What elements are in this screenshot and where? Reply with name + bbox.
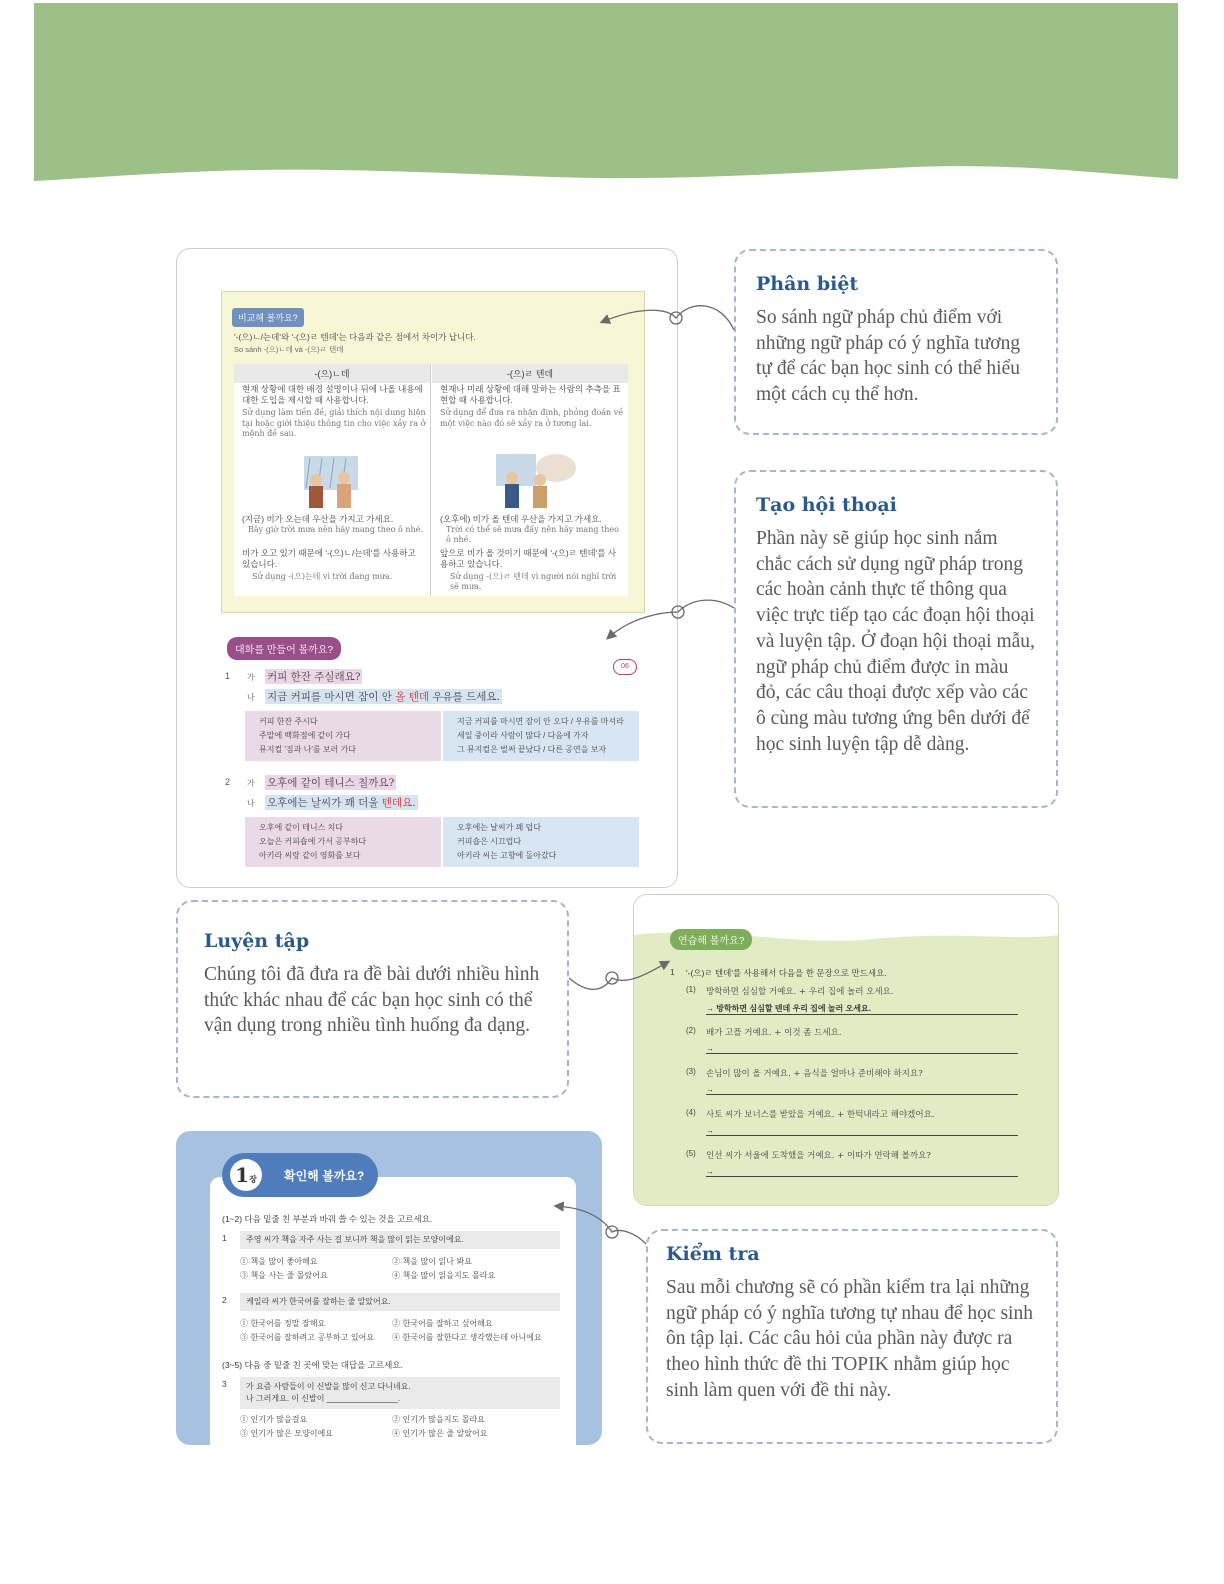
option[interactable]: ① 책을 많이 좋아해요: [240, 1257, 318, 1266]
review-q3: [240, 1377, 560, 1409]
compare-intro-vi: So sánh -(으)ㄴ데 và -(으)ㄹ 텐데: [234, 345, 344, 354]
dialogue-1-line-a: 커피 한잔 주실래요?: [267, 671, 361, 683]
dialogue-1-a-label: 가: [247, 673, 255, 682]
callout-luyen-tap-body: Chúng tôi đã đưa ra đề bài dưới nhiều hình thức khác nhau để các bạn học sinh có thể vận dụng trong nhiều tình huống đa dạng.: [204, 964, 540, 1037]
audio-track-number: 06: [621, 663, 629, 670]
option[interactable]: ② 책을 많이 읽나 봐요: [392, 1257, 472, 1266]
right-example: (오후에) 비가 올 텐데 우산을 가지고 가세요.: [440, 514, 602, 524]
dialogue-1-blue-box: 지금 커피를 마시면 잠이 안 오다 / 우유를 마셔라 세일 중이라 사람이 많다 / 다음에 가자 그 뮤지컬은 벌써 끝났다 / 다른 공연을 보자: [443, 711, 639, 761]
practice-instruction: '-(으)ㄹ 텐데'를 사용해서 다음을 한 문장으로 만드세요.: [686, 968, 887, 978]
dialogue-2-pink-box: 오후에 같이 테니스 치다 오늘은 커피숍에 가서 공부하다 아키라 씨랑 같이 영화를 보다: [245, 817, 441, 867]
left-note: 비가 오고 있기 때문에 '-(으)ㄴ/는데'를 사용하고 있습니다.: [242, 548, 416, 569]
callout-luyen-tap-title: Luyện tập: [204, 930, 310, 952]
practice-items: [686, 985, 1020, 1190]
review-q3-line-b: 나 그러게요. 이 신발이 ________________.: [246, 1394, 401, 1403]
review-q3-options: [240, 1413, 560, 1441]
dialogue-2-b-label: 나: [247, 799, 255, 808]
callout-tao-hoi-thoai-title: Tạo hội thoại: [756, 494, 897, 516]
callout-phan-biet: [734, 249, 1058, 435]
practice-item: (2) 배가 고플 거예요. + 이것 좀 드세요. →: [686, 1026, 1020, 1067]
callout-phan-biet-body: So sánh ngữ pháp chủ điểm với những ngữ pháp có ý nghĩa tương tự để các bạn học sinh có thể hiểu một cách cụ thể hơn.: [756, 307, 1021, 406]
compare-intro: '-(으)ㄴ/는데'와 '-(으)ㄹ 텐데'는 다음과 같은 점에서 차이가 납니다.: [234, 332, 476, 342]
review-q3-line-a: 가 요즘 사람들이 이 신발을 많이 신고 다니네요.: [246, 1382, 411, 1391]
dialogue-tag: 대화를 만들어 볼까요?: [227, 637, 341, 660]
callout-tao-hoi-thoai-body: Phần này sẽ giúp học sinh nắm chắc cách sử dụng ngữ pháp trong các hoàn cảnh thực tế thông qua việc trực tiếp tạo các đoạn hội thoại và luyện tập. Ở đoạn hội thoại mẫu, ngữ pháp chủ điểm được in màu đỏ, các câu thoại được xếp vào các ô cùng màu tương ứng bên dưới để học sinh luyện tập dễ dàng.: [756, 528, 1035, 755]
review-thumbnail: [176, 1131, 602, 1445]
practice-answer-line[interactable]: →: [706, 1126, 1018, 1136]
audio-track-icon[interactable]: [613, 659, 637, 675]
right-example-vi: Trời có thể sẽ mưa đấy nên hãy mang theo ô nhé.: [446, 525, 619, 544]
practice-tag: 연습해 볼까요?: [670, 929, 752, 950]
practice-answer-line[interactable]: → 방학하면 심심할 텐데 우리 집에 놀러 오세요.: [706, 1003, 1018, 1015]
practice-answer-line[interactable]: →: [706, 1044, 1018, 1054]
review-q2: 케일라 씨가 한국어를 잘하는 줄 알았어요.: [240, 1293, 560, 1311]
dialogue-2-number: 2: [225, 777, 231, 787]
option[interactable]: ④ 인기가 많은 줄 알았어요: [392, 1429, 488, 1438]
right-desc-vi: Sử dụng để đưa ra nhận định, phỏng đoán về một việc nào đó sẽ xảy ra ở tương lai.: [440, 408, 624, 428]
dialogue-2-blue-box: 오후에는 날씨가 꽤 덥다 커피숍은 시끄럽다 아키라 씨는 고향에 돌아갔다: [443, 817, 639, 867]
option[interactable]: ④ 책을 많이 읽을지도 몰라요: [392, 1271, 496, 1280]
rain-illustration-left: [296, 454, 366, 512]
review-q2-options: [240, 1317, 570, 1345]
review-q2-number: 2: [222, 1295, 227, 1305]
option[interactable]: ② 한국어를 잘하고 싶어해요: [392, 1319, 493, 1328]
review-q1-number: 1: [222, 1233, 227, 1243]
review-section-2: (3~5) 다음 중 밑줄 친 곳에 맞는 대답을 고르세요.: [222, 1360, 403, 1370]
dialogue-1-pink-box: 커피 한잔 주시다 주말에 백화점에 같이 가다 뮤지컬 '짐과 나'를 보러 가다: [245, 711, 441, 761]
option[interactable]: ③ 책을 사는 줄 몰랐어요: [240, 1271, 328, 1280]
callout-kiem-tra: [646, 1229, 1058, 1444]
review-header: [222, 1153, 378, 1197]
review-section-1: (1~2) 다음 밑줄 친 부분과 바꿔 쓸 수 있는 것을 고르세요.: [222, 1214, 433, 1224]
dialogue-1-line-b: 지금 커피를 마시면 잠이 안 올 텐데 우유를 드세요.: [267, 691, 500, 703]
callout-luyen-tap: [176, 900, 569, 1098]
left-desc-vi: Sử dụng làm tiền đề, giải thích nội dung hiện tại hoặc giới thiệu thông tin cho việc xảy ra ở mệnh đề sau.: [242, 408, 426, 438]
dialogue-1-b-label: 나: [247, 693, 255, 702]
dialogue-2-line-b: 오후에는 날씨가 꽤 더울 텐데요.: [267, 797, 416, 809]
rain-illustration-right: [490, 450, 580, 512]
option[interactable]: ③ 한국어를 잘하려고 공부하고 있어요: [240, 1333, 375, 1342]
compare-table: [234, 364, 628, 596]
review-q1: 주영 씨가 책을 자주 사는 걸 보니까 책을 많이 읽는 모양이에요.: [240, 1231, 560, 1249]
right-note-vi: Sử dụng -(으)ㄹ 텐데 vì người nói nghĩ trời sẽ mưa.: [450, 572, 617, 591]
right-col-head: -(으)ㄹ 텐데: [432, 364, 628, 383]
right-note: 앞으로 비가 올 것이기 때문에 '-(으)ㄹ 텐데'를 사용하고 있습니다.: [440, 548, 617, 569]
compare-tag: 비교해 볼까요?: [232, 308, 304, 327]
callout-phan-biet-title: Phân biệt: [756, 273, 859, 295]
dialogue-1-number: 1: [225, 671, 231, 681]
practice-answer-line[interactable]: →: [706, 1167, 1018, 1177]
left-col-head: -(으)ㄴ데: [234, 364, 430, 383]
callout-kiem-tra-title: Kiểm tra: [666, 1243, 760, 1265]
review-q1-options: [240, 1255, 560, 1283]
review-tag: 확인해 볼까요?: [284, 1169, 365, 1183]
compare-section: [221, 291, 645, 613]
right-desc: 현재나 미래 상황에 대해 말하는 사람의 추측을 표현할 때 사용합니다.: [440, 384, 621, 405]
practice-thumbnail: [633, 894, 1059, 1206]
practice-item: (1) 방학하면 심심할 거예요. + 우리 집에 놀러 오세요. → 방학하면 심심할 텐데 우리 집에 놀러 오세요.: [686, 985, 1020, 1026]
option[interactable]: ① 한국어를 정말 잘해요: [240, 1319, 326, 1328]
practice-answer-line[interactable]: →: [706, 1085, 1018, 1095]
compare-dialogue-thumbnail: [176, 248, 678, 888]
review-q3-number: 3: [222, 1379, 227, 1389]
left-example-vi: Bây giờ trời mưa nên hãy mang theo ô nhé.: [248, 525, 423, 534]
left-note-vi: Sử dụng -(으)는데 vì trời đang mưa.: [252, 572, 393, 581]
practice-item: (3) 손님이 많이 올 거예요. + 음식을 얼마나 준비해야 하지요? →: [686, 1067, 1020, 1108]
dialogue-2-a-label: 가: [247, 779, 255, 788]
left-desc: 현재 상황에 대한 배경 설명이나 뒤에 나올 내용에 대한 도입을 제시할 때 사용합니다.: [242, 384, 423, 405]
practice-item: (5) 인선 씨가 서울에 도착했을 거예요. + 이따가 연락해 볼까요? →: [686, 1149, 1020, 1190]
option[interactable]: ③ 인기가 많은 모양이에요: [240, 1429, 333, 1438]
practice-q-number: 1: [670, 967, 675, 977]
header-banner: [34, 3, 1178, 188]
option[interactable]: ④ 한국어를 잘한다고 생각했는데 아니에요: [392, 1333, 542, 1342]
practice-item: (4) 사토 씨가 보너스를 받았을 거예요. + 한턱내라고 해야겠어요. →: [686, 1108, 1020, 1149]
callout-kiem-tra-body: Sau mỗi chương sẽ có phần kiểm tra lại những ngữ pháp có ý nghĩa tương tự nhau để học sinh ôn tập lại. Các câu hỏi của phần này được ra theo hình thức đề thi TOPIK nhằm giúp học sinh làm quen với đề thi này.: [666, 1277, 1033, 1401]
option[interactable]: ① 인기가 많을걸요: [240, 1415, 308, 1424]
dialogue-2-line-a: 오후에 같이 테니스 칠까요?: [267, 777, 395, 789]
callout-tao-hoi-thoai: [734, 470, 1058, 808]
chapter-badge: 1장: [230, 1159, 262, 1191]
left-example: (지금) 비가 오는데 우산을 가지고 가세요.: [242, 514, 394, 524]
option[interactable]: ② 인기가 많을지도 몰라요: [392, 1415, 485, 1424]
